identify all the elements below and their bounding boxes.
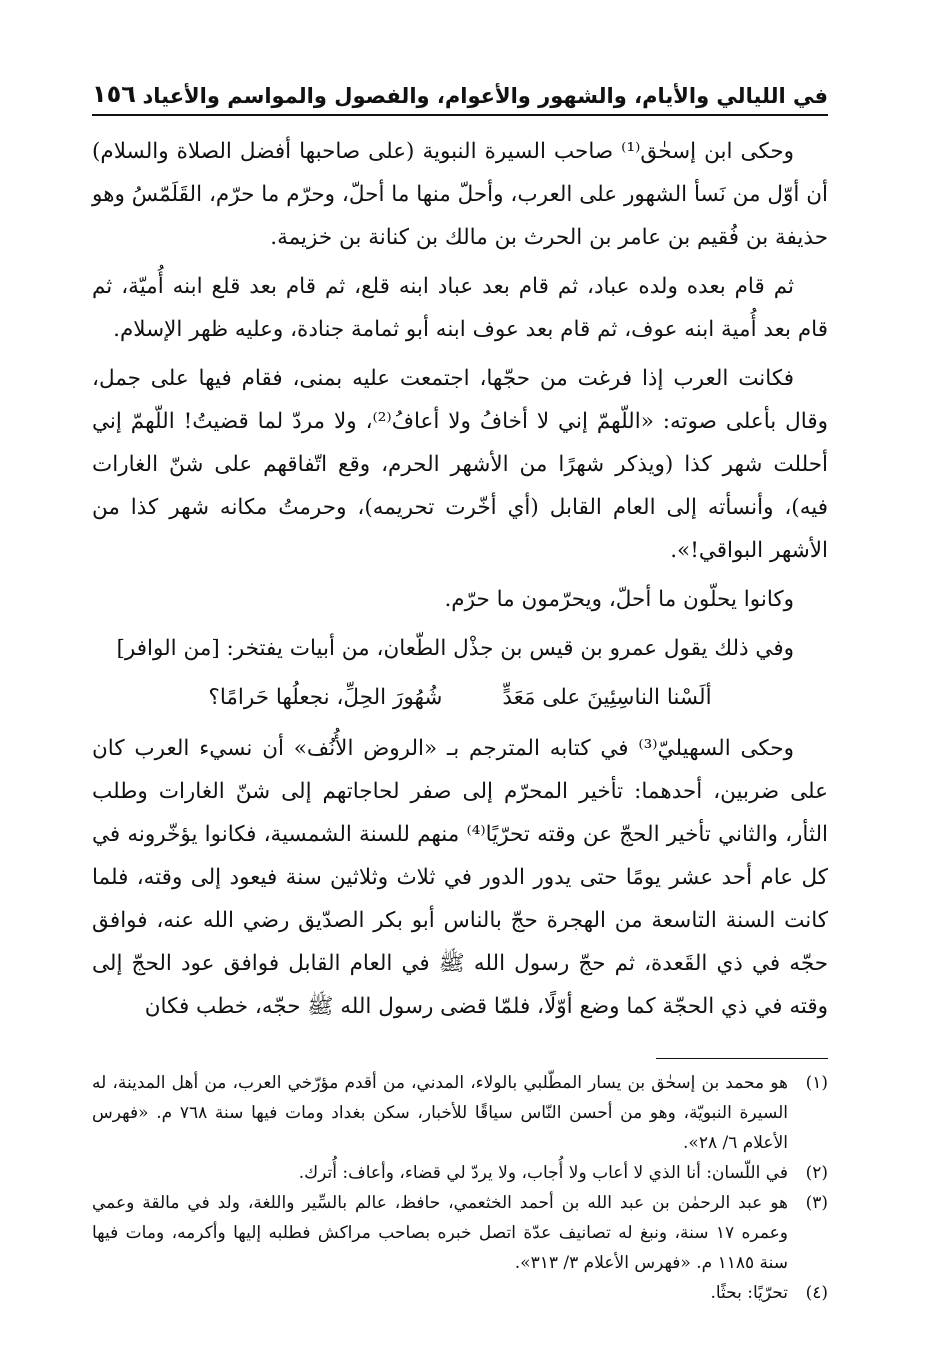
footnote-number: (٣) (805, 1193, 828, 1213)
footnote-text: تحرّيًا: بحثًا. (710, 1283, 788, 1303)
paragraph-1: وحكى ابن إسحٰق⁽¹⁾ صاحب السيرة النبوية (على صاحبها أفضل الصلاة والسلام) أن أوّل من نَسأ الشهور على العرب، وأحلّ منها ما أحلّ، وحرّم ما حرّم، القَلَمّسُ وهو حذيفة بن فُقيم بن عامر بن الحرث بن مالك بن كنانة بن خزيمة. (92, 139, 828, 250)
main-text (92, 130, 828, 1034)
footnote-1 (92, 1068, 828, 1158)
paragraph-6: وحكى السهيليّ⁽³⁾ في كتابه المترجم بـ «الروض الأُنُف» أن نسيء العرب كان على ضربين، أحدهما: تأخير المحرّم إلى صفر لحاجاتهم إلى شنّ الغارات وطلب الثأر، والثاني تأخير الحجّ عن وقته تحرّيًا⁽⁴⁾ منهم للسنة الشمسية، فكانوا يؤخّرونه في كل عام أحد عشر يومًا حتى يدور الدور في ثلاث وثلاثين سنة فيعود إلى وقته، فلما كانت السنة التاسعة من الهجرة حجّ بالناس أبو بكر الصدّيق رضي الله عنه، فوافق حجّه في ذي القَعدة، ثم حجّ رسول الله ﷺ في العام القابل فوافق عود الحجّ إلى وقته في ذي الحجّة كما وضع أوّلًا، فلمّا قضى رسول الله ﷺ حجّه، خطب فكان (92, 736, 828, 1019)
running-title: في الليالي والأيام، والشهور والأعوام، والفصول والمواسم والأعياد (142, 84, 828, 108)
footnote-2 (92, 1158, 828, 1188)
footnote-4 (92, 1278, 828, 1308)
page-header (92, 68, 828, 116)
verse-first-hemistich: ألَسْنا الناسِئِينَ على مَعَدٍّ (502, 685, 712, 710)
paragraph-4: وكانوا يحلّون ما أحلّ، ويحرّمون ما حرّم. (444, 587, 794, 612)
footnote-number: (١) (805, 1073, 828, 1093)
paragraph-2: ثم قام بعده ولده عباد، ثم قام بعد عباد ابنه قلع، ثم قام بعد قلع ابنه أُميّة، ثم قام بعد أُمية ابنه عوف، ثم قام بعد عوف ابنه أبو ثمامة جنادة، وعليه ظهر الإسلام. (92, 274, 828, 342)
page-number: ١٥٦ (92, 80, 136, 108)
footnote-number: (٤) (805, 1283, 828, 1303)
poem-verse (92, 676, 828, 719)
footnote-text: هو محمد بن إسحٰق بن يسار المطّلبي بالولاء، المدني، من أقدم مؤرّخي العرب، من أهل المدينة، له السيرة النبويّة، وهو من أحسن النّاس سياقًا للأخبار، سكن بغداد ومات فيها سنة ٧٦٨ م. «فهرس الأعلام ٦/ ٢٨». (92, 1073, 789, 1153)
footnote-divider (656, 1058, 828, 1059)
footnotes (92, 1068, 828, 1308)
footnote-number: (٢) (805, 1163, 828, 1183)
footnote-3 (92, 1188, 828, 1278)
paragraph-3: فكانت العرب إذا فرغت من حجّها، اجتمعت عليه بمنى، فقام فيها على جمل، وقال بأعلى صوته: «اللّهمّ إني لا أخافُ ولا أعافُ⁽²⁾، ولا مردّ لما قضيتُ! اللّهمّ إني أحللت شهر كذا (ويذكر شهرًا من الأشهر الحرم، وقع اتّفاقهم على شنّ الغارات فيه)، وأنسأته إلى العام القابل (أي أخّرت تحريمه)، وحرمتُ مكانه شهر كذا من الأشهر البواقي!». (92, 366, 828, 563)
footnote-text: في اللّسان: أنا الذي لا أعاب ولا أُجاب، ولا يردّ لي قضاء، وأعاف: أُترك. (298, 1163, 788, 1183)
verse-second-hemistich: شُهُورَ الحِلِّ، نجعلُها حَرامًا؟ (208, 685, 443, 710)
footnote-text: هو عبد الرحمٰن بن عبد الله بن أحمد الخثعمي، حافظ، عالم بالسِّير واللغة، ولد في مالقة وعمي وعمره ١٧ سنة، ونبغ له تصانيف عدّة اتصل خبره بصاحب مراكش فطلبه إليها وأكرمه، ومات فيها سنة ١١٨٥ م. «فهرس الأعلام ٣/ ٣١٣». (92, 1193, 788, 1273)
paragraph-5: وفي ذلك يقول عمرو بن قيس بن جذْل الطّعان، من أبيات يفتخر: [من الوافر] (116, 636, 794, 661)
